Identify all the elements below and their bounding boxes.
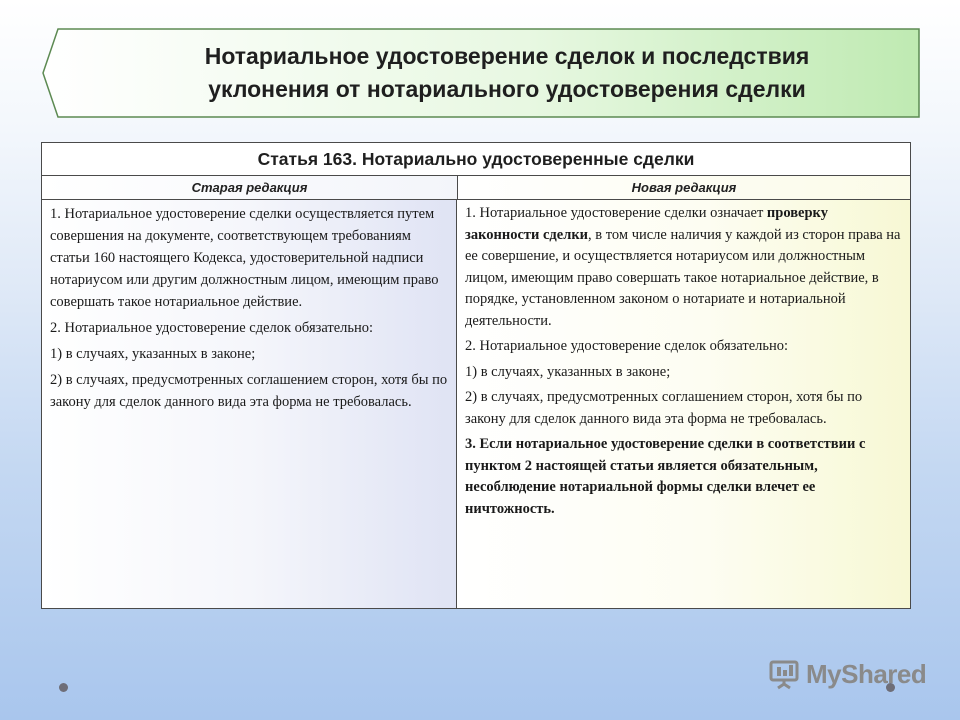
- comparison-table: [41, 142, 911, 609]
- page-title: [112, 40, 902, 106]
- bullet-dot-left: [59, 683, 68, 692]
- table-title: Статья 163. Нотариально удостоверенные сделки: [42, 143, 910, 176]
- new-p1-bold: проверку законности сделки: [465, 205, 828, 243]
- header-new-edition: Новая редакция: [458, 176, 910, 199]
- new-edition-cell: [457, 200, 910, 608]
- old-paragraph-3: 1) в случаях, указанных в законе;: [50, 346, 256, 362]
- new-p1-text-c: , в том числе наличия у каждой из сторон права на ее совершение, и осуществляется нотариусом или должностным лицом, имеющим право совершать такое нотариальное действие, в порядке, установленном законом о нотариате и нотариальной деятельности.: [465, 226, 901, 329]
- new-p1-text-a: 1. Нотариальное удостоверение сделки означает: [465, 205, 767, 221]
- header-old-edition: Старая редакция: [42, 176, 458, 199]
- old-paragraph-2: 2. Нотариальное удостоверение сделок обязательно:: [50, 320, 374, 336]
- table-body-row: [42, 200, 910, 608]
- new-paragraph-1: [465, 203, 902, 332]
- presentation-icon: [768, 658, 800, 690]
- old-paragraph-1: 1. Нотариальное удостоверение сделки осуществляется путем совершения на документе, соответствующем требованиям статьи 160 настоящего Кодекса, удостоверительной надписи нотариусом или другим должностным лицом, имеющим право совершать такое нотариальное действие.: [50, 206, 439, 310]
- watermark-logo: [768, 657, 926, 691]
- new-paragraph-2: 2. Нотариальное удостоверение сделок обязательно:: [465, 338, 789, 354]
- title-line-1: Нотариальное удостоверение сделок и последствия: [204, 43, 810, 69]
- title-banner: [42, 28, 920, 118]
- table-header-row: [42, 176, 910, 200]
- old-edition-cell: [42, 200, 457, 608]
- old-paragraph-4: 2) в случаях, предусмотренных соглашением сторон, хотя бы по закону для сделок данного вида эта форма не требовалась.: [50, 372, 448, 410]
- new-paragraph-5: 3. Если нотариальное удостоверение сделки в соответствии с пунктом 2 настоящей статьи является обязательным, несоблюдение нотариальной формы сделки влечет ее ничтожность.: [465, 436, 866, 517]
- title-line-2: уклонения от нотариального удостоверения сделки: [208, 76, 806, 102]
- new-paragraph-4: 2) в случаях, предусмотренных соглашением сторон, хотя бы по закону для сделок данного вида эта форма не требовалась.: [465, 389, 863, 427]
- watermark-text: MyShared: [806, 658, 927, 689]
- new-paragraph-3: 1) в случаях, указанных в законе;: [465, 363, 671, 380]
